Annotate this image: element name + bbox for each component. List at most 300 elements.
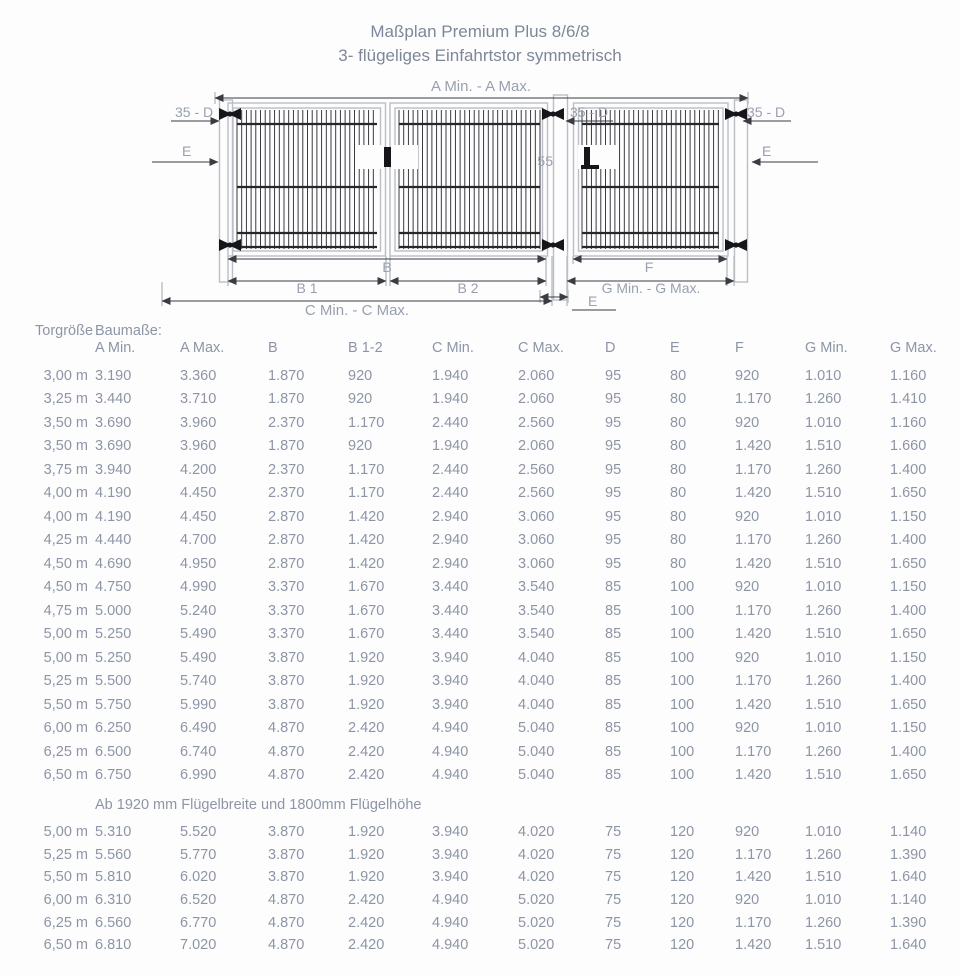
table-cell: 2.420 — [348, 914, 385, 931]
table-cell: 75 — [605, 937, 622, 954]
table-cell: 1.010 — [805, 892, 842, 909]
table-cell: 4.750 — [95, 579, 132, 596]
table-cell: 1.420 — [735, 555, 772, 572]
table-cell: 5.770 — [180, 846, 217, 863]
table-cell: 5,00 m — [43, 626, 88, 643]
lock-overlays — [356, 145, 618, 169]
table-cell: 4.870 — [268, 720, 305, 737]
table-cell: 1.140 — [890, 892, 927, 909]
table-cell: 5,50 m — [43, 869, 88, 886]
table-cell: 3.940 — [432, 696, 469, 713]
column-header: G Min. — [805, 339, 848, 356]
table-cell: 5.560 — [95, 846, 132, 863]
table-cell: 920 — [735, 649, 760, 666]
table-cell: 1.420 — [735, 438, 772, 455]
table-cell: 4.950 — [180, 555, 217, 572]
label-c: C Min. - C Max. — [304, 302, 410, 319]
dimension-labels — [175, 78, 785, 319]
table-cell: 1.420 — [348, 555, 385, 572]
table-cell: 5.490 — [180, 649, 217, 666]
left-post — [220, 100, 233, 282]
table-cell: 1.170 — [735, 914, 772, 931]
table-cell: 4.450 — [180, 485, 217, 502]
table-cell: 4.870 — [268, 743, 305, 760]
table-cell: 7.020 — [180, 937, 217, 954]
table-cell: 95 — [605, 485, 622, 502]
table-cell: 6,50 m — [43, 767, 88, 784]
table-cell: 75 — [605, 914, 622, 931]
table-cell: 2.420 — [348, 767, 385, 784]
table-cell: 1.640 — [890, 869, 927, 886]
header-baumasse: Baumaße: — [95, 322, 162, 339]
table-cell: 3.940 — [432, 649, 469, 666]
table-cell: 4.020 — [518, 824, 555, 841]
table-row — [0, 529, 960, 553]
table-cell: 85 — [605, 649, 622, 666]
table-cell: 1.510 — [805, 626, 842, 643]
table-cell: 1.650 — [890, 555, 927, 572]
table-cell: 6.750 — [95, 767, 132, 784]
table-cell: 5.520 — [180, 824, 217, 841]
table-cell: 3.870 — [268, 649, 305, 666]
table-cell: 6.560 — [95, 914, 132, 931]
table-cell: 5.310 — [95, 824, 132, 841]
table-cell: 100 — [670, 743, 695, 760]
table-cell: 1.420 — [348, 532, 385, 549]
table-cell: 4.940 — [432, 937, 469, 954]
table-cell: 1.390 — [890, 914, 927, 931]
table-cell: 5.250 — [95, 626, 132, 643]
table-section-2 — [0, 821, 960, 957]
table-cell: 1.870 — [268, 391, 305, 408]
table-cell: 1.420 — [735, 485, 772, 502]
table-cell: 1.420 — [735, 696, 772, 713]
table-cell: 3.440 — [432, 602, 469, 619]
table-cell: 120 — [670, 892, 695, 909]
table-cell: 5.020 — [518, 892, 555, 909]
dimension-table — [0, 322, 960, 957]
table-cell: 3,50 m — [43, 438, 88, 455]
table-cell: 2.870 — [268, 508, 305, 525]
table-cell: 95 — [605, 461, 622, 478]
table-cell: 100 — [670, 602, 695, 619]
table-cell: 85 — [605, 696, 622, 713]
table-cell: 85 — [605, 602, 622, 619]
table-cell: 3.540 — [518, 602, 555, 619]
drop-bolt — [584, 147, 590, 167]
table-cell: 1.420 — [735, 869, 772, 886]
table-cell: 1.160 — [890, 367, 927, 384]
table-cell: 4,75 m — [43, 602, 88, 619]
table-cell: 3.370 — [268, 579, 305, 596]
table-cell: 4.690 — [95, 555, 132, 572]
table-cell: 1.640 — [890, 937, 927, 954]
table-cell: 1.510 — [805, 869, 842, 886]
table-cell: 3.710 — [180, 391, 217, 408]
table-cell: 3.060 — [518, 532, 555, 549]
table-row — [0, 889, 960, 912]
table-cell: 6,00 m — [43, 892, 88, 909]
table-cell: 1.650 — [890, 696, 927, 713]
column-header: C Max. — [518, 339, 564, 356]
table-cell: 80 — [670, 391, 687, 408]
table-cell: 5,00 m — [43, 824, 88, 841]
table-cell: 3,25 m — [43, 391, 88, 408]
table-cell: 1.010 — [805, 720, 842, 737]
table-cell: 3.870 — [268, 824, 305, 841]
table-cell: 1.510 — [805, 485, 842, 502]
table-cell: 6.810 — [95, 937, 132, 954]
table-cell: 2.560 — [518, 461, 555, 478]
table-cell: 3.060 — [518, 508, 555, 525]
table-cell: 4,50 m — [43, 579, 88, 596]
table-cell: 1.160 — [890, 414, 927, 431]
table-cell: 2.560 — [518, 414, 555, 431]
table-cell: 2.060 — [518, 391, 555, 408]
center-lock — [384, 147, 391, 167]
table-cell: 6.310 — [95, 892, 132, 909]
table-cell: 3.870 — [268, 673, 305, 690]
table-cell: 1.510 — [805, 555, 842, 572]
table-cell: 3.540 — [518, 579, 555, 596]
table-cell: 95 — [605, 508, 622, 525]
table-cell: 1.400 — [890, 532, 927, 549]
table-cell: 3.870 — [268, 869, 305, 886]
table-cell: 6.490 — [180, 720, 217, 737]
table-row — [0, 740, 960, 764]
table-cell: 120 — [670, 824, 695, 841]
table-cell: 4.870 — [268, 892, 305, 909]
table-row — [0, 934, 960, 957]
table-cell: 100 — [670, 649, 695, 666]
table-cell: 4.870 — [268, 937, 305, 954]
table-cell: 80 — [670, 555, 687, 572]
table-cell: 1.940 — [432, 367, 469, 384]
table-cell: 1.410 — [890, 391, 927, 408]
table-cell: 920 — [735, 508, 760, 525]
table-cell: 4.700 — [180, 532, 217, 549]
table-cell: 1.920 — [348, 696, 385, 713]
table-cell: 5,50 m — [43, 696, 88, 713]
table-cell: 6.740 — [180, 743, 217, 760]
table-cell: 1.920 — [348, 846, 385, 863]
table-cell: 1.140 — [890, 824, 927, 841]
table-cell: 920 — [348, 391, 373, 408]
label-d-left: 35 - D — [175, 104, 214, 120]
table-row — [0, 576, 960, 600]
table-cell: 3.360 — [180, 367, 217, 384]
table-cell: 1.260 — [805, 673, 842, 690]
table-section-1 — [0, 364, 960, 787]
table-cell: 5.810 — [95, 869, 132, 886]
table-cell: 3.940 — [432, 869, 469, 886]
table-cell: 5,00 m — [43, 649, 88, 666]
table-cell: 2.420 — [348, 892, 385, 909]
table-cell: 5.740 — [180, 673, 217, 690]
table-cell: 6.990 — [180, 767, 217, 784]
table-cell: 80 — [670, 461, 687, 478]
table-cell: 6.770 — [180, 914, 217, 931]
table-cell: 3,00 m — [43, 367, 88, 384]
table-cell: 95 — [605, 367, 622, 384]
table-cell: 1.660 — [890, 438, 927, 455]
table-cell: 1.010 — [805, 579, 842, 596]
table-cell: 1.870 — [268, 438, 305, 455]
column-header: D — [605, 339, 616, 356]
table-cell: 3.940 — [95, 461, 132, 478]
table-row — [0, 693, 960, 717]
table-row — [0, 764, 960, 788]
table-cell: 80 — [670, 438, 687, 455]
table-row — [0, 458, 960, 482]
gate-diagram — [0, 0, 960, 320]
table-cell: 4.870 — [268, 914, 305, 931]
table-row — [0, 411, 960, 435]
table-row — [0, 911, 960, 934]
table-row — [0, 844, 960, 867]
table-cell: 3.440 — [432, 626, 469, 643]
table-cell: 4.940 — [432, 892, 469, 909]
table-cell: 1.670 — [348, 602, 385, 619]
table-cell: 6.250 — [95, 720, 132, 737]
table-cell: 1.390 — [890, 846, 927, 863]
table-cell: 1.920 — [348, 869, 385, 886]
right-post — [735, 100, 748, 282]
table-cell: 1.420 — [348, 508, 385, 525]
table-cell: 2.060 — [518, 367, 555, 384]
table-cell: 1.420 — [735, 626, 772, 643]
title-line-1: Maßplan Premium Plus 8/6/8 — [370, 22, 590, 41]
table-cell: 1.510 — [805, 767, 842, 784]
table-cell: 2.440 — [432, 461, 469, 478]
table-cell: 920 — [735, 824, 760, 841]
table-cell: 3.540 — [518, 626, 555, 643]
table-cell: 1.940 — [432, 391, 469, 408]
table-cell: 2.060 — [518, 438, 555, 455]
label-a: A Min. - A Max. — [430, 78, 532, 95]
table-cell: 1.170 — [735, 461, 772, 478]
table-cell: 1.150 — [890, 579, 927, 596]
column-header: E — [670, 339, 680, 356]
table-cell: 1.260 — [805, 461, 842, 478]
table-cell: 100 — [670, 626, 695, 643]
table-cell: 1.650 — [890, 626, 927, 643]
table-cell: 2.420 — [348, 937, 385, 954]
table-cell: 5.020 — [518, 937, 555, 954]
table-cell: 4.940 — [432, 720, 469, 737]
table-cell: 85 — [605, 720, 622, 737]
table-cell: 3.940 — [432, 846, 469, 863]
table-cell: 3.370 — [268, 626, 305, 643]
table-row — [0, 505, 960, 529]
table-cell: 5.000 — [95, 602, 132, 619]
column-header: B — [268, 339, 278, 356]
table-cell: 6,00 m — [43, 720, 88, 737]
table-cell: 1.170 — [735, 602, 772, 619]
label-55: 55 — [537, 153, 553, 169]
table-cell: 6,50 m — [43, 937, 88, 954]
table-cell: 1.010 — [805, 414, 842, 431]
table-cell: 5,25 m — [43, 673, 88, 690]
table-cell: 1.260 — [805, 532, 842, 549]
table-cell: 1.650 — [890, 485, 927, 502]
table-cell: 1.150 — [890, 649, 927, 666]
column-header: C Min. — [432, 339, 474, 356]
table-cell: 4.440 — [95, 532, 132, 549]
table-cell: 3,75 m — [43, 461, 88, 478]
table-cell: 1.260 — [805, 846, 842, 863]
table-row — [0, 670, 960, 694]
table-cell: 1.940 — [432, 438, 469, 455]
table-cell: 75 — [605, 846, 622, 863]
title-line-2: 3- flügeliges Einfahrtstor symmetrisch — [338, 45, 622, 65]
table-cell: 5.040 — [518, 767, 555, 784]
table-cell: 120 — [670, 846, 695, 863]
table-cell: 5.490 — [180, 626, 217, 643]
table-row — [0, 866, 960, 889]
table-cell: 100 — [670, 767, 695, 784]
table-cell: 3.690 — [95, 438, 132, 455]
table-cell: 120 — [670, 937, 695, 954]
table-cell: 2.560 — [518, 485, 555, 502]
table-cell: 2.940 — [432, 555, 469, 572]
table-cell: 5.750 — [95, 696, 132, 713]
table-cell: 5.040 — [518, 720, 555, 737]
table-cell: 5.240 — [180, 602, 217, 619]
table-row — [0, 552, 960, 576]
table-cell: 1.920 — [348, 649, 385, 666]
table-cell: 4,25 m — [43, 532, 88, 549]
table-cell: 1.170 — [735, 673, 772, 690]
table-cell: 4.190 — [95, 485, 132, 502]
table-cell: 80 — [670, 414, 687, 431]
table-cell: 85 — [605, 767, 622, 784]
table-header-row — [0, 339, 960, 356]
label-b1: B 1 — [296, 280, 318, 296]
table-cell: 920 — [735, 720, 760, 737]
table-cell: 4.940 — [432, 767, 469, 784]
middle-post — [554, 95, 568, 300]
table-cell: 1.670 — [348, 579, 385, 596]
table-header-group-row — [0, 322, 960, 339]
table-cell: 95 — [605, 438, 622, 455]
table-cell: 85 — [605, 626, 622, 643]
table-cell: 1.010 — [805, 508, 842, 525]
table-cell: 3.690 — [95, 414, 132, 431]
table-cell: 1.170 — [348, 414, 385, 431]
table-cell: 1.170 — [735, 532, 772, 549]
table-cell: 85 — [605, 743, 622, 760]
table-row — [0, 717, 960, 741]
table-row — [0, 599, 960, 623]
table-cell: 95 — [605, 414, 622, 431]
column-header: B 1-2 — [348, 339, 383, 356]
table-cell: 1.510 — [805, 696, 842, 713]
table-cell: 920 — [735, 892, 760, 909]
table-cell: 6.500 — [95, 743, 132, 760]
label-d-right: 35 - D — [747, 104, 786, 120]
table-cell: 920 — [735, 367, 760, 384]
column-header: G Max. — [890, 339, 937, 356]
table-cell: 1.010 — [805, 649, 842, 666]
table-cell: 920 — [735, 414, 760, 431]
table-cell: 2.870 — [268, 555, 305, 572]
table-cell: 1.260 — [805, 743, 842, 760]
table-cell: 1.170 — [348, 485, 385, 502]
table-cell: 100 — [670, 673, 695, 690]
table-cell: 2.870 — [268, 532, 305, 549]
table-cell: 6.020 — [180, 869, 217, 886]
label-e-right: E — [762, 143, 772, 159]
table-cell: 85 — [605, 673, 622, 690]
label-b2: B 2 — [457, 280, 479, 296]
table-cell: 5.990 — [180, 696, 217, 713]
table-cell: 3.440 — [432, 579, 469, 596]
table-cell: 1.400 — [890, 743, 927, 760]
table-cell: 1.510 — [805, 438, 842, 455]
table-cell: 920 — [735, 579, 760, 596]
table-cell: 3.370 — [268, 602, 305, 619]
table-cell: 1.400 — [890, 673, 927, 690]
table-cell: 3.960 — [180, 414, 217, 431]
table-cell: 5.500 — [95, 673, 132, 690]
table-cell: 120 — [670, 914, 695, 931]
table-row — [0, 482, 960, 506]
table-cell: 4.020 — [518, 869, 555, 886]
label-g: G Min. - G Max. — [601, 280, 701, 296]
table-cell: 1.260 — [805, 602, 842, 619]
table-cell: 2.420 — [348, 720, 385, 737]
table-cell: 75 — [605, 892, 622, 909]
table-cell: 2.440 — [432, 414, 469, 431]
table-cell: 95 — [605, 391, 622, 408]
table-cell: 3,50 m — [43, 414, 88, 431]
table-cell: 1.510 — [805, 937, 842, 954]
table-cell: 1.010 — [805, 824, 842, 841]
table-row — [0, 646, 960, 670]
table-cell: 2.370 — [268, 485, 305, 502]
gate-bars — [237, 110, 719, 249]
column-header: F — [735, 339, 744, 356]
column-header: A Max. — [180, 339, 225, 356]
table-cell: 1.650 — [890, 767, 927, 784]
table-row — [0, 821, 960, 844]
table-cell: 3.190 — [95, 367, 132, 384]
table-cell: 4.040 — [518, 696, 555, 713]
table-cell: 80 — [670, 532, 687, 549]
header-torgroesse: Torgröße — [35, 322, 94, 339]
table-cell: 6,25 m — [43, 743, 88, 760]
table-cell: 100 — [670, 579, 695, 596]
table-cell: 1.400 — [890, 602, 927, 619]
table-cell: 5.020 — [518, 914, 555, 931]
table-cell: 6,25 m — [43, 914, 88, 931]
table-cell: 4.940 — [432, 743, 469, 760]
table-row — [0, 623, 960, 647]
table-cell: 2.370 — [268, 461, 305, 478]
table-cell: 1.170 — [735, 391, 772, 408]
table-cell: 80 — [670, 485, 687, 502]
table-cell: 1.420 — [735, 937, 772, 954]
table-cell: 2.370 — [268, 414, 305, 431]
label-e-left: E — [182, 143, 192, 159]
table-cell: 4.990 — [180, 579, 217, 596]
table-cell: 4.190 — [95, 508, 132, 525]
table-cell: 6.520 — [180, 892, 217, 909]
table-cell: 2.940 — [432, 508, 469, 525]
table-cell: 4.870 — [268, 767, 305, 784]
table-cell: 1.010 — [805, 367, 842, 384]
